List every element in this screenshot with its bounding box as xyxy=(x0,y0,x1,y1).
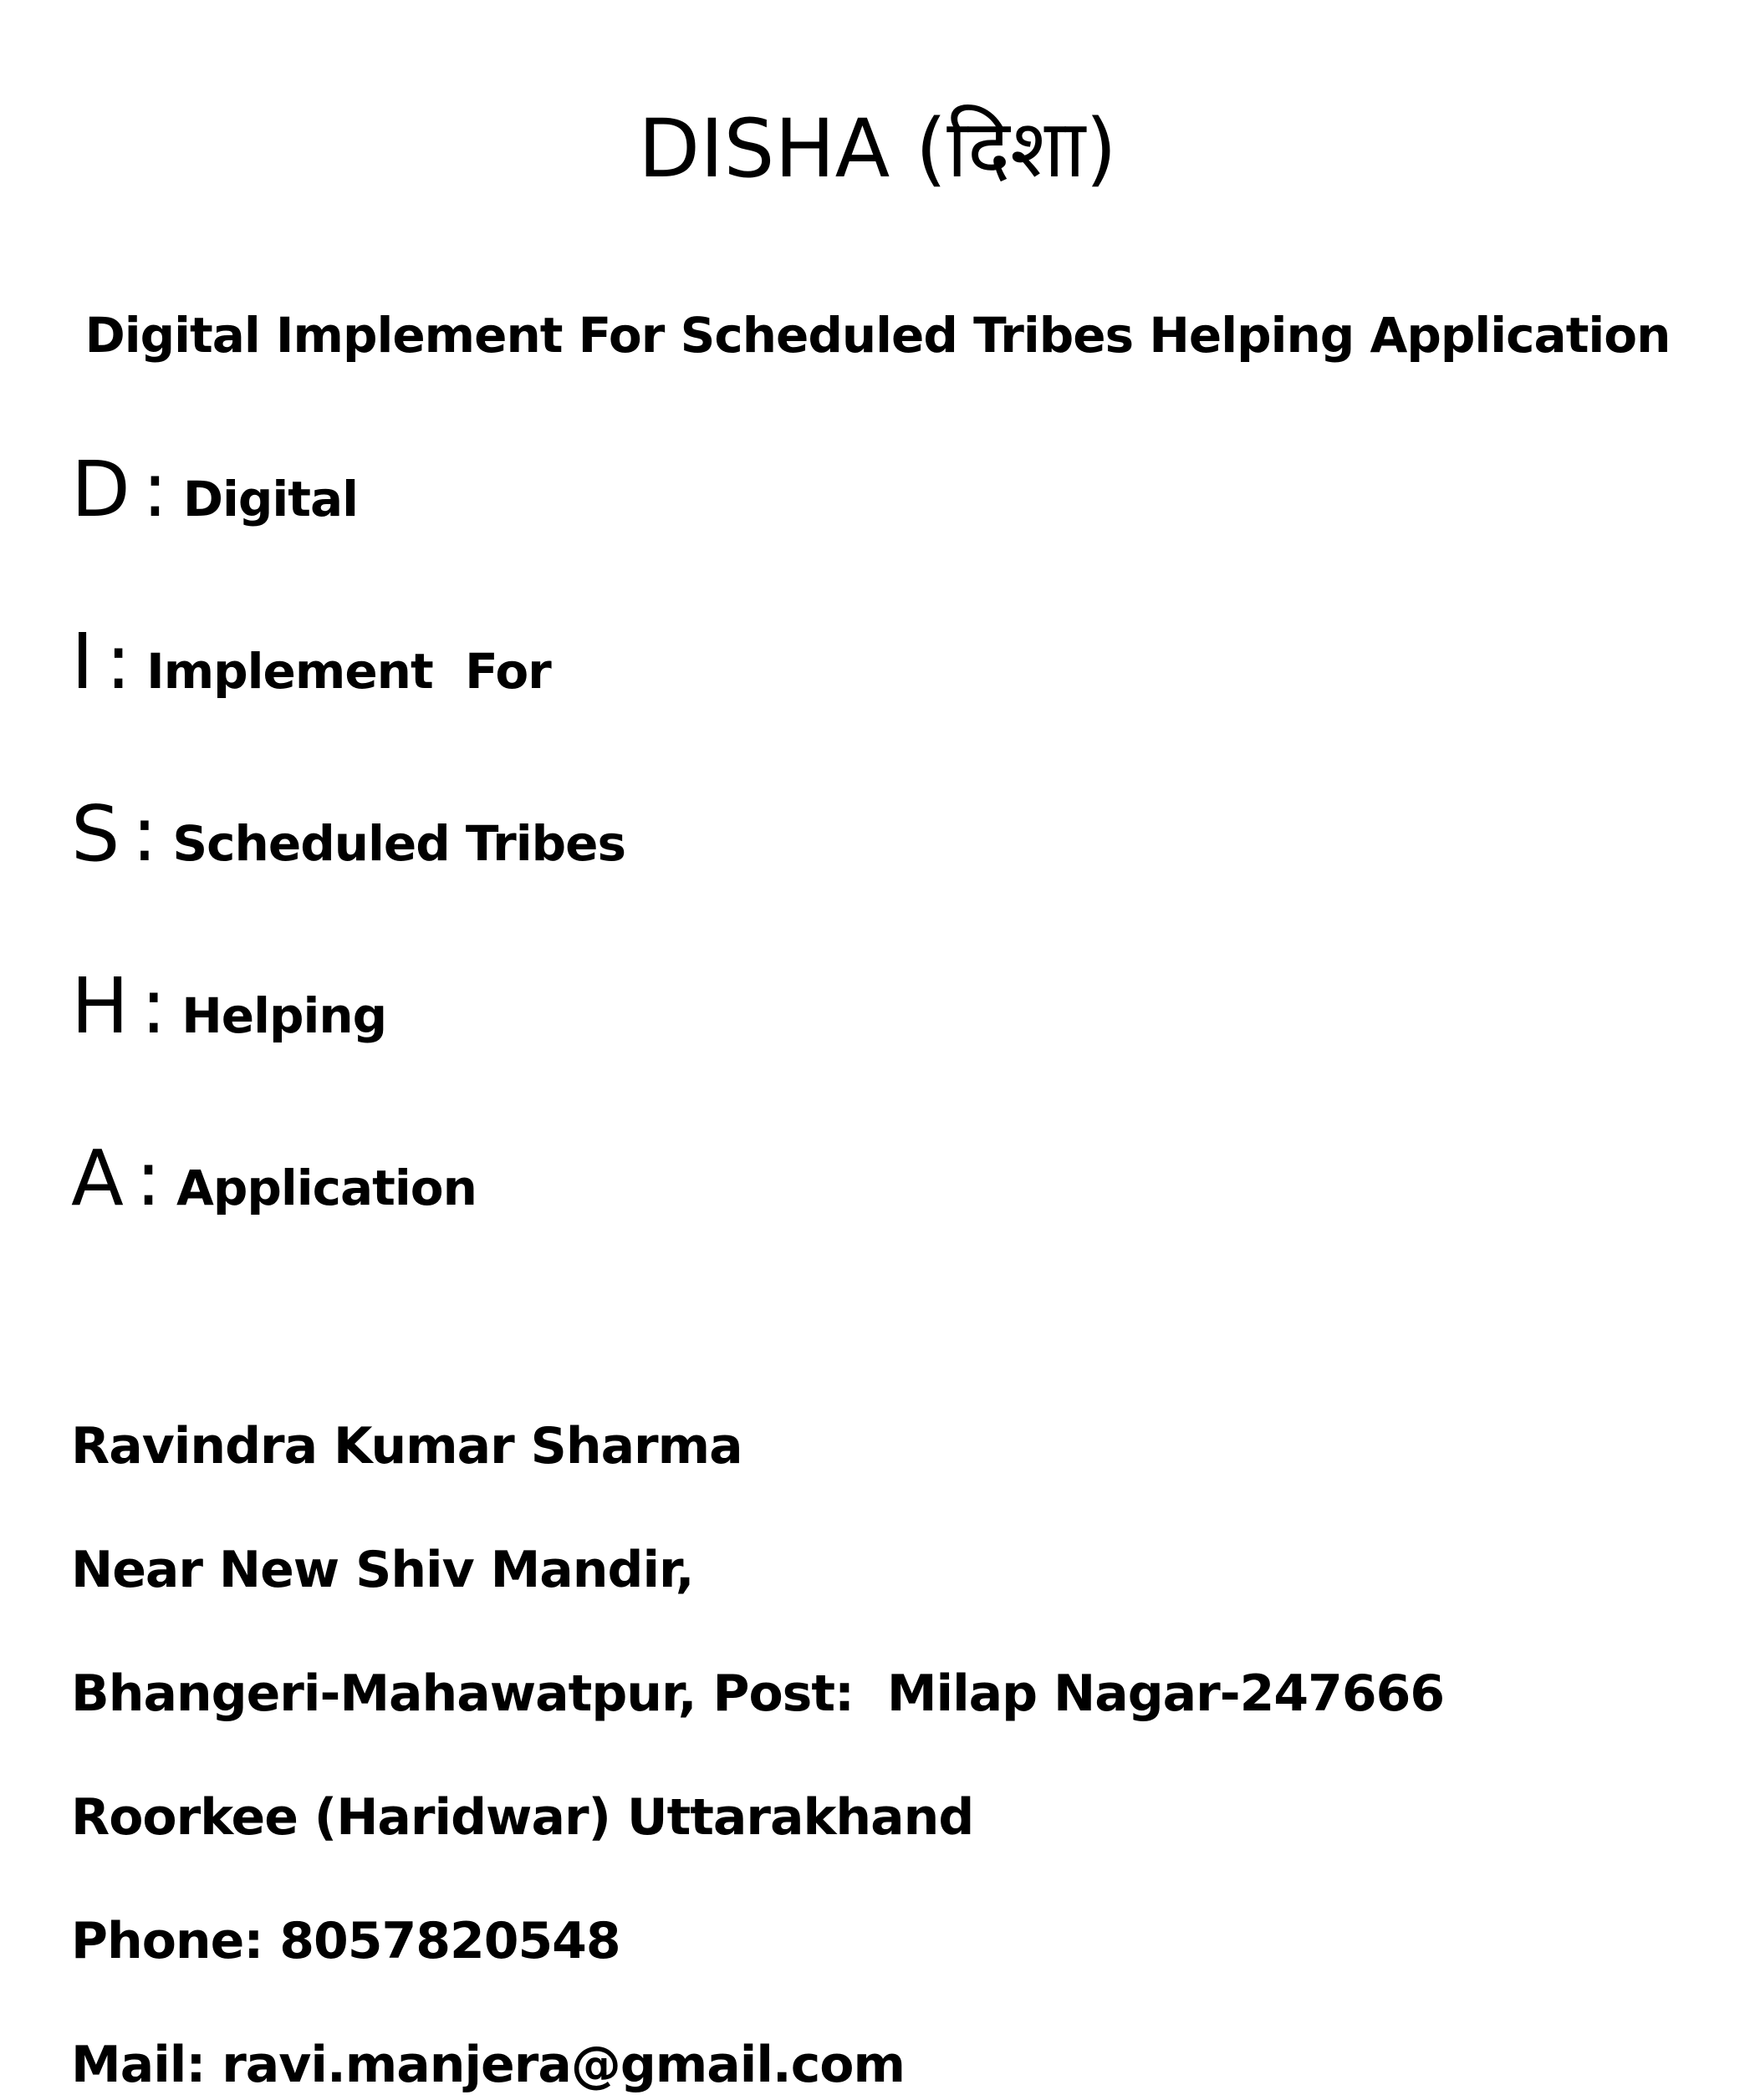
document-title: DISHA (दिशा) xyxy=(638,102,1117,196)
acronym-row-s xyxy=(71,789,625,879)
contact-address-line-2: Bhangeri-Mahawatpur, Post: Milap Nagar-247666 xyxy=(71,1664,1445,1723)
acronym-row-d xyxy=(71,445,359,534)
acronym-separator: : xyxy=(131,789,158,879)
contact-address-line-1: Near New Shiv Mandir, xyxy=(71,1541,694,1599)
acronym-row-i xyxy=(71,617,551,706)
acronym-letter: I xyxy=(71,617,94,706)
contact-address-line-3: Roorkee (Haridwar) Uttarakhand xyxy=(71,1788,974,1847)
acronym-meaning: Scheduled Tribes xyxy=(172,815,625,872)
acronym-separator: : xyxy=(105,617,132,706)
acronym-meaning: Helping xyxy=(181,987,387,1044)
acronym-letter: H xyxy=(71,961,130,1051)
acronym-meaning: Application xyxy=(176,1160,477,1216)
document-subtitle: Digital Implement For Scheduled Tribes Helping Application xyxy=(84,307,1671,364)
acronym-row-h xyxy=(71,961,387,1051)
acronym-row-a xyxy=(71,1134,477,1223)
contact-email: Mail: ravi.manjera@gmail.com xyxy=(71,2036,906,2094)
acronym-separator: : xyxy=(135,1134,161,1223)
acronym-separator: : xyxy=(141,445,168,534)
acronym-meaning: Digital xyxy=(182,471,359,528)
contact-phone: Phone: 8057820548 xyxy=(71,1912,620,1970)
acronym-separator: : xyxy=(140,961,167,1051)
acronym-letter: D xyxy=(71,445,130,534)
acronym-meaning: Implement For xyxy=(146,643,551,700)
acronym-letter: A xyxy=(71,1134,124,1223)
contact-name: Ravindra Kumar Sharma xyxy=(71,1417,742,1476)
acronym-letter: S xyxy=(71,789,120,879)
